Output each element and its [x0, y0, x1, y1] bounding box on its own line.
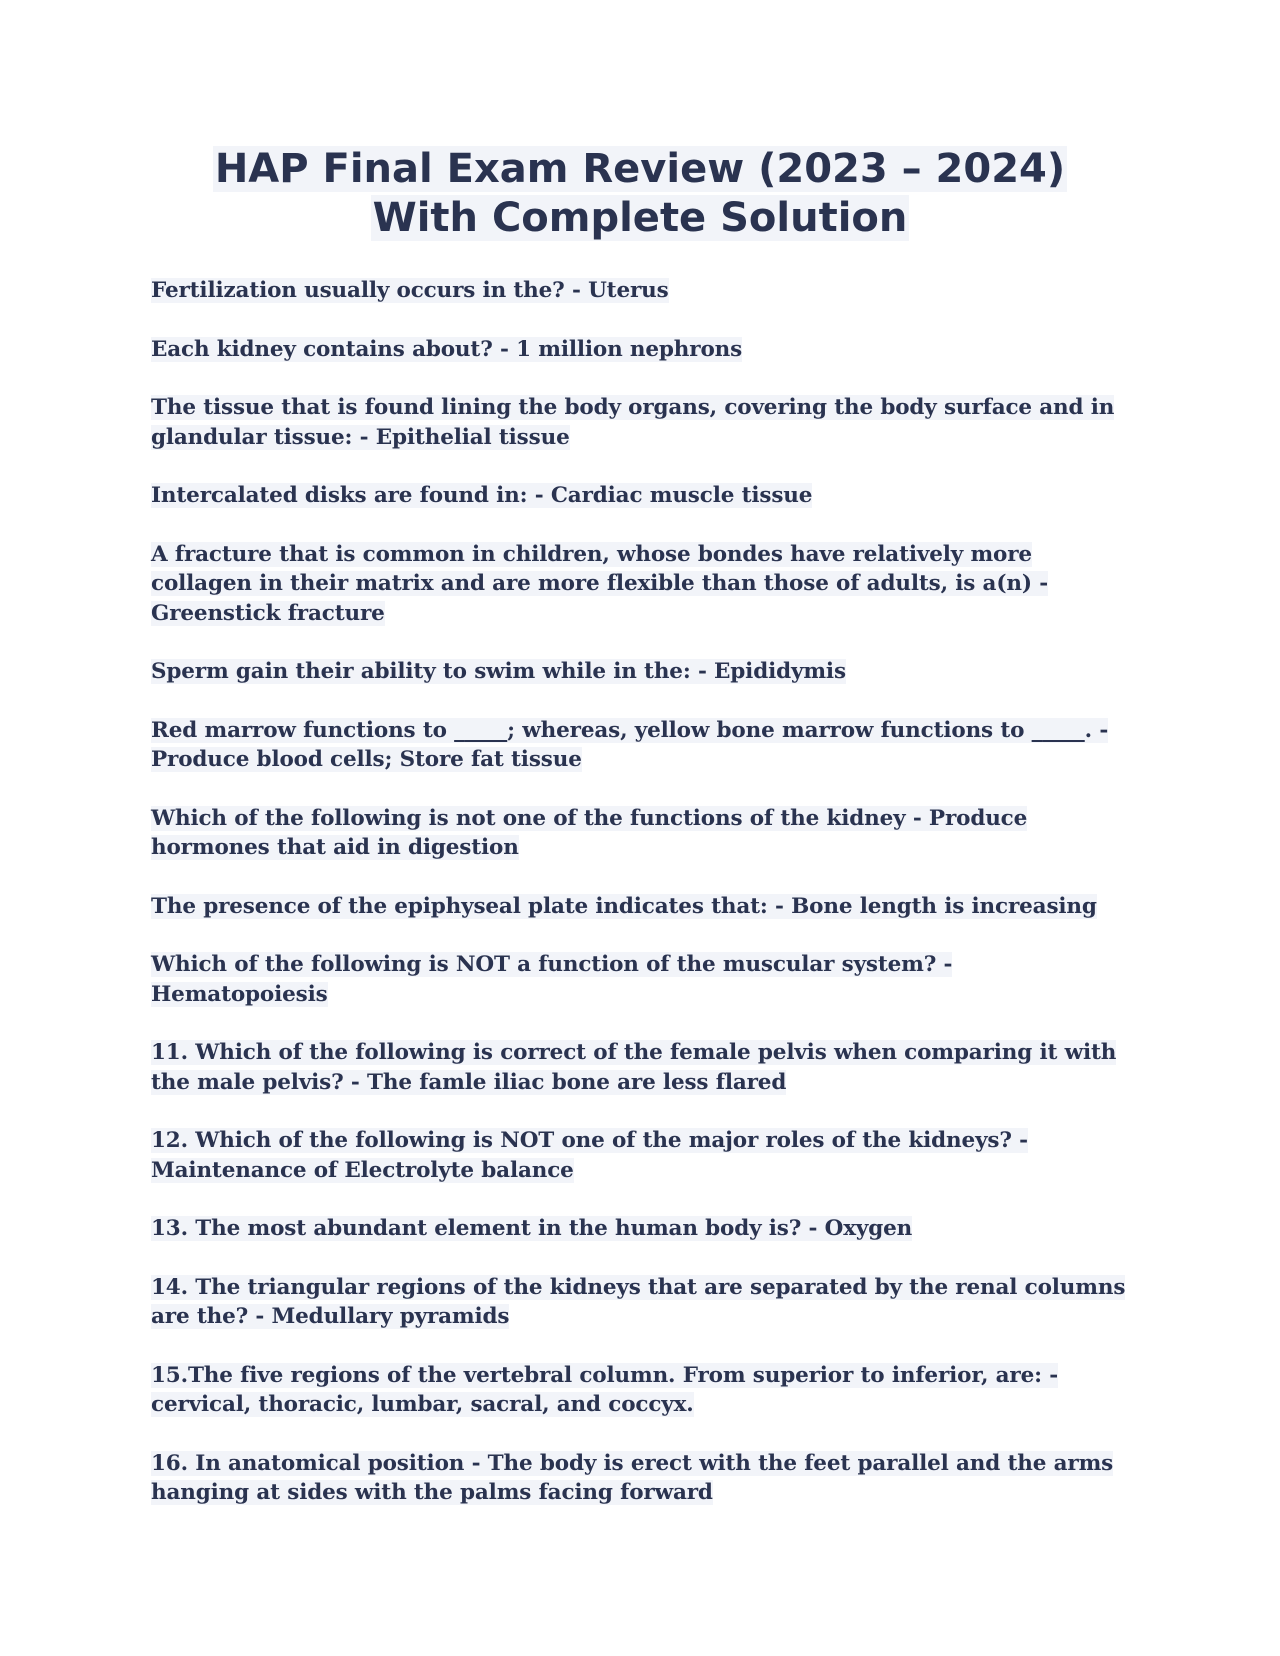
qa-text: Sperm gain their ability to swim while in the: - Epididymis	[151, 659, 846, 684]
qa-text: Which of the following is NOT a function of the muscular system? - Hematopoiesis	[151, 952, 953, 1007]
qa-item	[151, 1361, 1136, 1420]
qa-item	[151, 393, 1136, 452]
qa-item	[151, 804, 1136, 863]
qa-item	[151, 892, 1136, 922]
qa-text: 14. The triangular regions of the kidneys that are separated by the renal columns are the? - Medullary pyramids	[151, 1274, 1126, 1329]
qa-item	[151, 1126, 1136, 1185]
qa-item	[151, 276, 1136, 306]
qa-text: Intercalated disks are found in: - Cardiac muscle tissue	[151, 483, 813, 508]
qa-item	[151, 716, 1136, 775]
qa-item	[151, 950, 1136, 1009]
title-line-1: HAP Final Exam Review (2023 – 2024)	[214, 146, 1066, 192]
qa-item	[151, 540, 1136, 629]
qa-text: 12. Which of the following is NOT one of the major roles of the kidneys? - Maintenance of Electrolyte balance	[151, 1128, 1028, 1183]
qa-item	[151, 1449, 1136, 1508]
document-title	[150, 145, 1130, 243]
qa-text: 11. Which of the following is correct of the female pelvis when comparing it with the male pelvis? - The famle iliac bone are less flared	[151, 1040, 1117, 1095]
qa-item	[151, 1214, 1136, 1244]
qa-text: A fracture that is common in children, whose bondes have relatively more collagen in their matrix and are more flexible than those of adults, is a(n) - Greenstick fracture	[151, 541, 1048, 626]
qa-text: 15.The five regions of the vertebral column. From superior to inferior, are: - cervical, thoracic, lumbar, sacral, and coccyx.	[151, 1362, 1058, 1417]
qa-text: The tissue that is found lining the body organs, covering the body surface and in glandular tissue: - Epithelial tissue	[151, 395, 1115, 450]
title-line-2: With Complete Solution	[372, 195, 908, 241]
qa-text: 13. The most abundant element in the human body is? - Oxygen	[151, 1216, 913, 1241]
qa-item	[151, 1273, 1136, 1332]
qa-text: Which of the following is not one of the functions of the kidney - Produce hormones that aid in digestion	[151, 805, 1028, 860]
qa-text: Fertilization usually occurs in the? - Uterus	[151, 278, 669, 303]
qa-item	[151, 335, 1136, 365]
qa-text: The presence of the epiphyseal plate indicates that: - Bone length is increasing	[151, 893, 1097, 919]
qa-text: Red marrow functions to _____; whereas, yellow bone marrow functions to _____. - Produce blood cells; Store fat tissue	[151, 717, 1109, 772]
qa-text: 16. In anatomical position - The body is erect with the feet parallel and the arms hanging at sides with the palms facing forward	[151, 1450, 1114, 1505]
qa-item	[151, 481, 1136, 511]
qa-item	[151, 657, 1136, 687]
question-answer-list	[151, 276, 1136, 1537]
qa-item	[151, 1038, 1136, 1097]
qa-text: Each kidney contains about? - 1 million nephrons	[151, 336, 743, 362]
